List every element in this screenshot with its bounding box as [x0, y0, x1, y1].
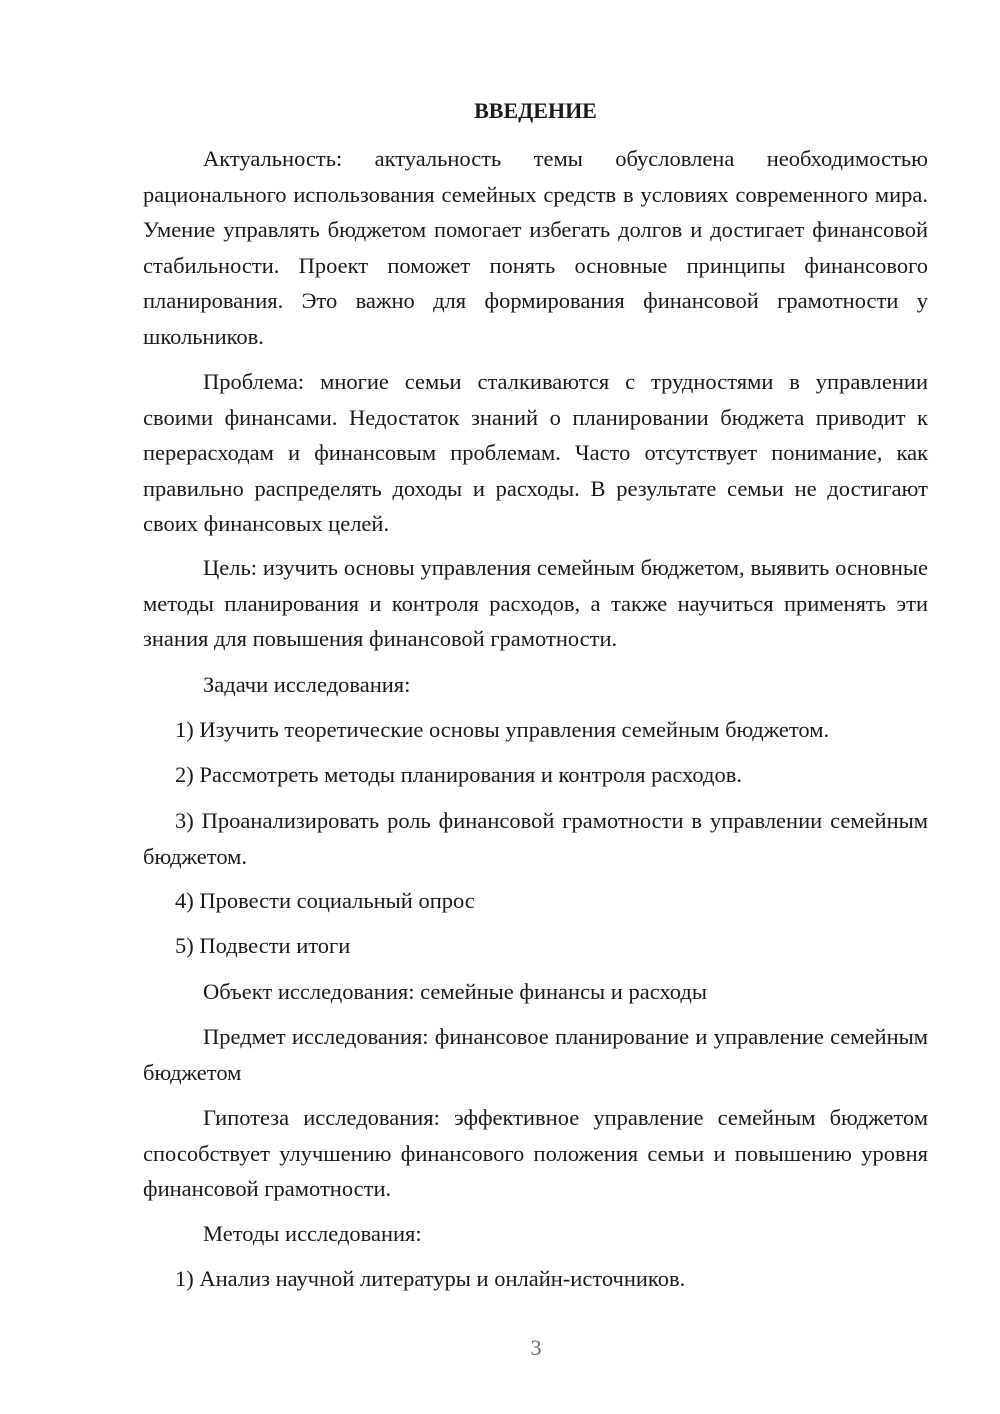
list-item-task-4: 4) Провести социальный опрос: [175, 888, 475, 913]
list-item-task-5: 5) Подвести итоги: [175, 933, 351, 958]
paragraph-problem: Проблема: многие семьи сталкиваются с трудностями в управлении своими финансами. Недостаток знаний о планировании бюджета приводит к перерасходам и финансовым проблемам. Часто отсутствует понимание, как правильно распределять доходы и расходы. В результате семьи не достигают своих финансовых целей.: [143, 369, 928, 536]
list-item-method-1: 1) Анализ научной литературы и онлайн-источников.: [175, 1266, 686, 1291]
list-item-task-1: 1) Изучить теоретические основы управления семейным бюджетом.: [175, 717, 830, 742]
methods-heading: Методы исследования:: [203, 1221, 422, 1246]
section-title: ВВЕДЕНИЕ: [474, 98, 597, 123]
page-number: 3: [530, 1335, 542, 1360]
list-item-task-3: 3) Проанализировать роль финансовой грамотности в управлении семейным бюджетом.: [143, 808, 928, 869]
paragraph-hypothesis: Гипотеза исследования: эффективное управление семейным бюджетом способствует улучшению финансового положения семьи и повышению уровня финансовой грамотности.: [143, 1105, 928, 1201]
paragraph-subject: Предмет исследования: финансовое планирование и управление семейным бюджетом: [143, 1024, 928, 1085]
tasks-heading: Задачи исследования:: [203, 672, 411, 697]
paragraph-goal: Цель: изучить основы управления семейным бюджетом, выявить основные методы планирования и контроля расходов, а также научиться применять эти знания для повышения финансовой грамотности.: [143, 555, 928, 651]
list-item-task-2: 2) Рассмотреть методы планирования и контроля расходов.: [175, 762, 742, 787]
paragraph-object: Объект исследования: семейные финансы и расходы: [203, 979, 707, 1004]
paragraph-relevance: Актуальность: актуальность темы обусловлена необходимостью рационального использования семейных средств в условиях современного мира. Умение управлять бюджетом помогает избегать долгов и достигает финансовой стабильности. Проект поможет понять основные принципы финансового планирования. Это важно для формирования финансовой грамотности у школьников.: [143, 146, 928, 349]
